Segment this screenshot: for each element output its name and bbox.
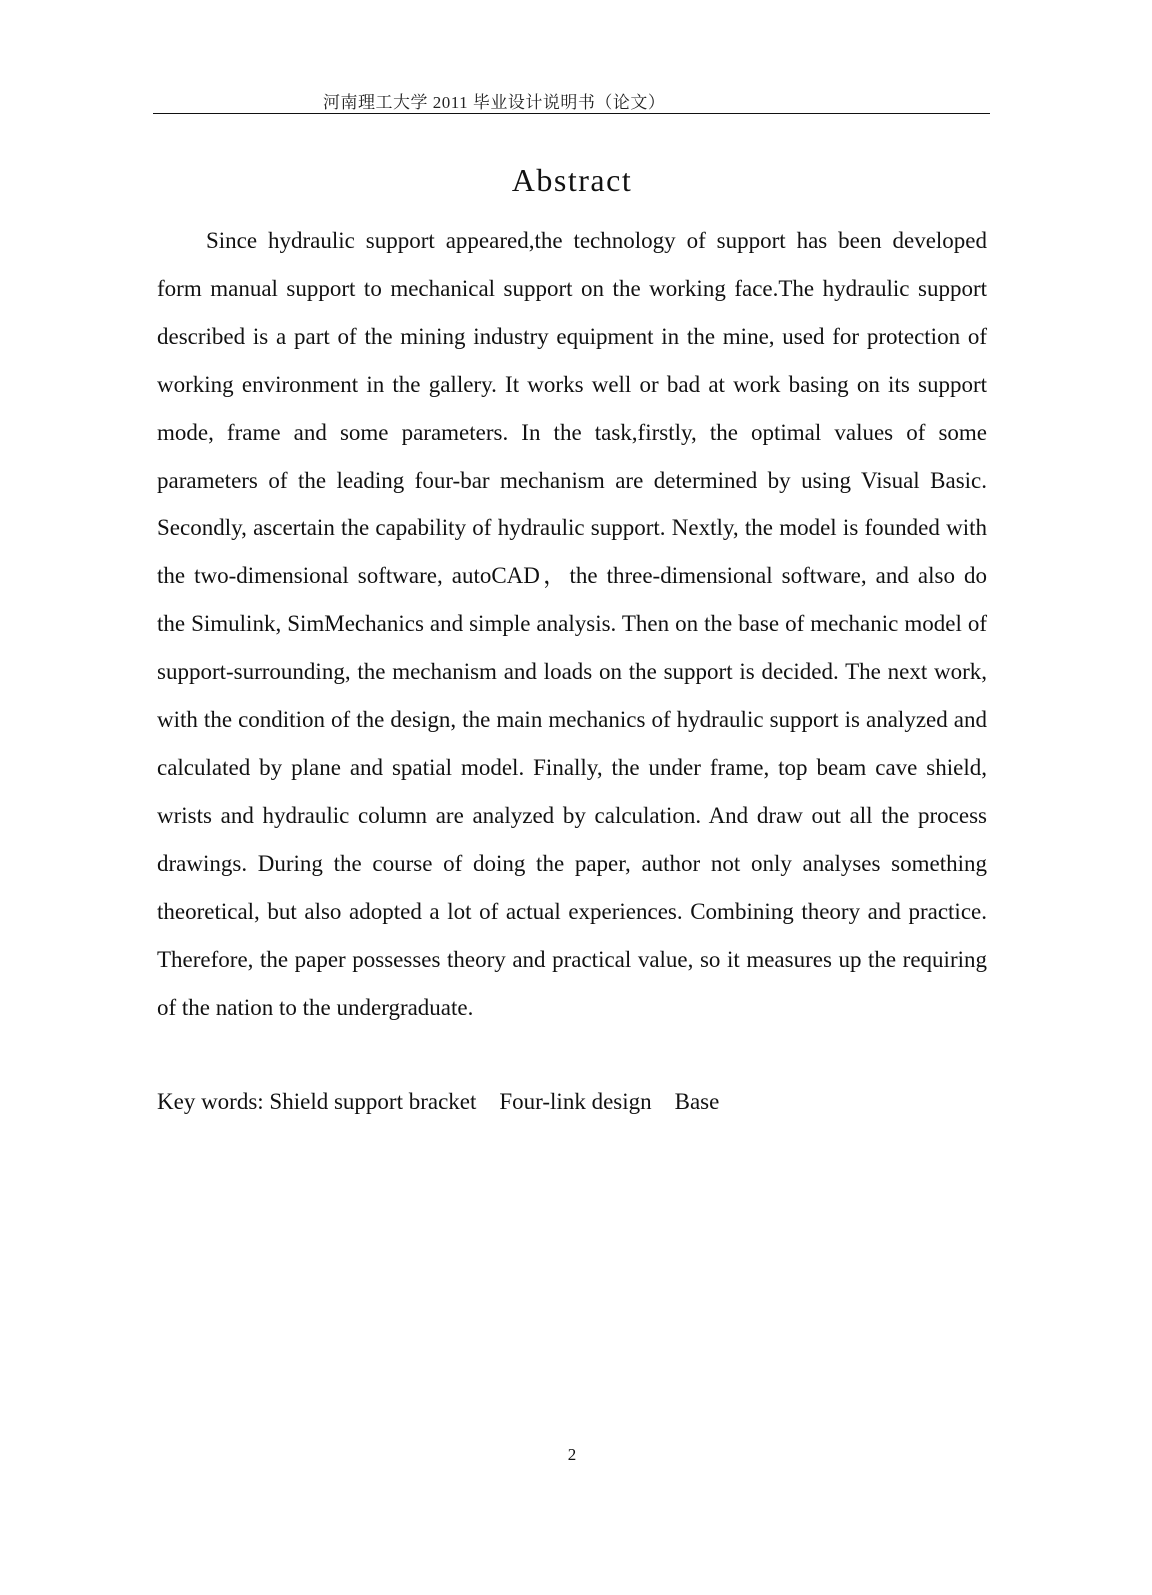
header-title: 河南理工大学 2011 毕业设计说明书（论文） [323,93,666,112]
abstract-title: Abstract [511,162,633,198]
abstract-body: Since hydraulic support appeared,the technology of support has been developed form manual support to mechanical support on the working face.The hydraulic support described is a part of the mining industry equipment in the mine, used for protection of working environment in the gallery. It works well or bad at work basing on its support mode, frame and some parameters. In the task,firstly, the optimal values of some parameters of the leading four-bar mechanism are determined by using Visual Basic. Secondly, ascertain the capability of hydraulic support. Nextly, the model is founded with the two-dimensional software, autoCAD，the three-dimensional software, and also do the Simulink, SimMechanics and simple analysis. Then on the base of mechanic model of support-surrounding, the mechanism and loads on the support is decided. The next work, with the condition of the design, the main mechanics of hydraulic support is analyzed and calculated by plane and spatial model. Finally, the under frame, top beam cave shield, wrists and hydraulic column are analyzed by calculation. And draw out all the process drawings. During the course of doing the paper, author not only analyses something theoretical, but also adopted a lot of actual experiences. Combining theory and practice. Therefore, the paper possesses theory and practical value, so it measures up the requiring of the nation to the undergraduate. [157,228,987,1020]
keywords-line: Key words: Shield support bracket Four-link design Base [157,1089,720,1114]
page-number: 2 [567,1445,577,1464]
page-header [153,86,990,114]
